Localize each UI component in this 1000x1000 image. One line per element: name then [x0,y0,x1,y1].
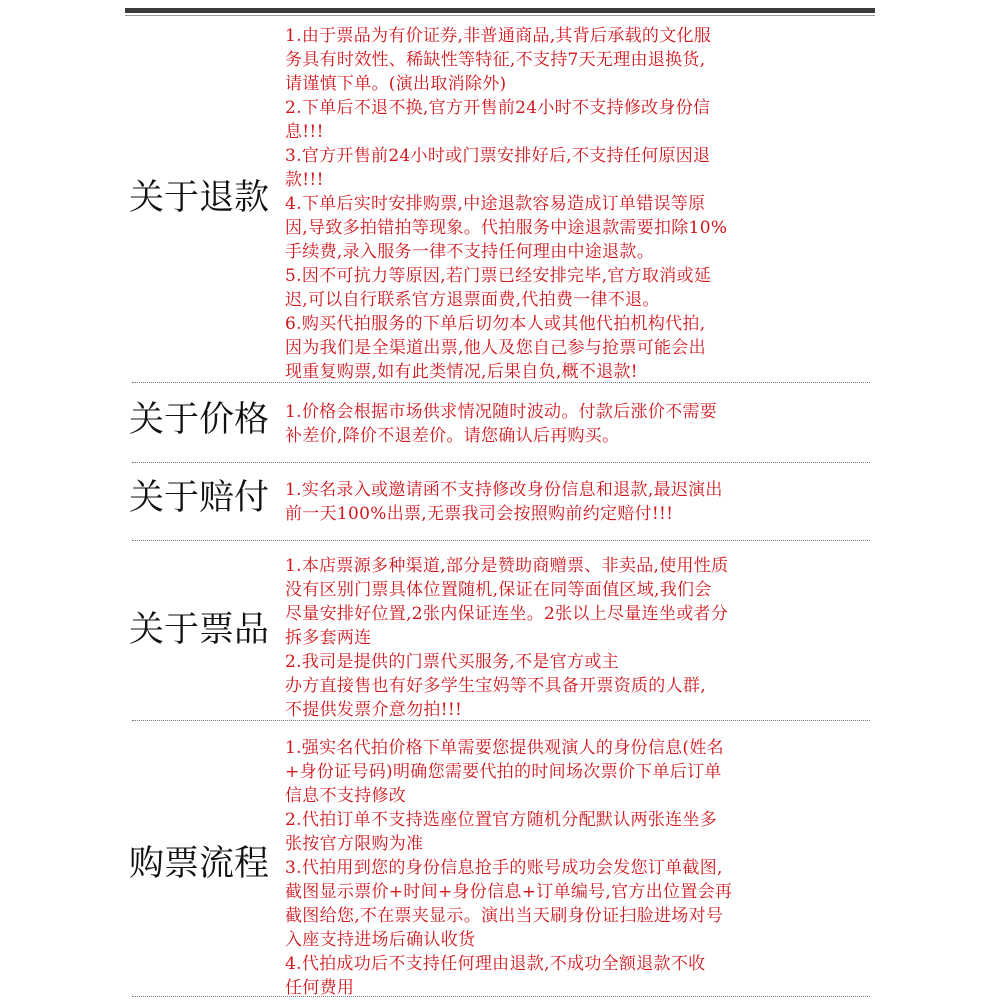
section-title: 购票流程 [129,844,270,884]
text-line: 拆多套两连 [285,628,372,648]
section-divider [132,382,870,383]
text-line: 1.本店票源多种渠道,部分是赞助商赠票、非卖品,使用性质 [285,556,729,576]
section-divider [132,462,870,463]
section-title: 关于价格 [129,400,270,440]
text-line: 因,导致多拍错拍等现象。代拍服务中途退款需要扣除10% [285,218,728,238]
text-line: 3.代拍用到您的身份信息抢手的账号成功会发您订单截图, [285,858,723,878]
section-divider [132,996,870,997]
text-line: 务具有时效性、稀缺性等特征,不支持7天无理由退换货, [285,50,706,70]
text-line: 因为我们是全渠道出票,他人及您自己参与抢票可能会出 [285,338,706,358]
text-line: 张按官方限购为准 [285,834,424,854]
text-line: 任何费用 [285,978,355,998]
text-line: 2.下单后不退不换,官方开售前24小时不支持修改身份信 [285,98,711,118]
text-line: 补差价,降价不退差价。请您确认后再购买。 [285,426,620,446]
text-line: 请谨慎下单。(演出取消除外) [285,74,507,94]
text-line: 5.因不可抗力等原因,若门票已经安排完毕,官方取消或延 [285,266,712,286]
text-line: 1.强实名代拍价格下单需要您提供观演人的身份信息(姓名 [285,738,724,758]
text-line: 6.购买代拍服务的下单后切勿本人或其他代拍机构代拍, [285,314,706,334]
text-line: 2.我司是提供的门票代买服务,不是官方或主 [285,652,619,672]
text-line: 4.下单后实时安排购票,中途退款容易造成订单错误等原 [285,194,706,214]
text-line: 迟,可以自行联系官方退票面费,代拍费一律不退。 [285,290,660,310]
section-title: 关于赔付 [129,478,270,518]
text-line: 前一天100%出票,无票我司会按照购前约定赔付!!! [285,504,674,524]
section-title: 关于票品 [129,610,270,650]
text-line: 截图显示票价+时间+身份信息+订单编号,官方出位置会再 [285,882,733,902]
text-line: 截图给您,不在票夹显示。演出当天刷身份证扫脸进场对号 [285,906,724,926]
text-line: 手续费,录入服务一律不支持任何理由中途退款。 [285,242,655,262]
text-line: 不提供发票介意勿拍!!! [285,700,463,720]
text-line: 办方直接售也有好多学生宝妈等不具备开票资质的人群, [285,676,706,696]
text-line: 入座支持进场后确认收货 [285,930,476,950]
section-body [285,478,875,526]
text-line: 现重复购票,如有此类情况,后果自负,概不退款! [285,362,638,382]
text-line: 款!!! [285,170,324,190]
section-body [285,400,875,448]
text-line: 没有区别门票具体位置随机,保证在同等面值区域,我们会 [285,580,712,600]
section-body [285,554,875,722]
section-divider [132,720,870,721]
text-line: 1.由于票品为有价证券,非普通商品,其背后承载的文化服 [285,26,712,46]
text-line: 1.实名录入或邀请函不支持修改身份信息和退款,最迟演出 [285,480,723,500]
text-line: 2.代拍订单不支持选座位置官方随机分配默认两张连坐多 [285,810,718,830]
section-body [285,736,875,1000]
section-divider [132,540,870,541]
text-line: 4.代拍成功后不支持任何理由退款,不成功全额退款不收 [285,954,706,974]
text-line: 1.价格会根据市场供求情况随时波动。付款后涨价不需要 [285,402,718,422]
text-line: 3.官方开售前24小时或门票安排好后,不支持任何原因退 [285,146,711,166]
top-border [125,8,875,13]
text-line: 信息不支持修改 [285,786,407,806]
text-line: 息!!! [285,122,324,142]
text-line: +身份证号码)明确您需要代拍的时间场次票价下单后订单 [285,762,722,782]
section-body [285,24,875,384]
section-title: 关于退款 [129,178,270,218]
text-line: 尽量安排好位置,2张内保证连坐。2张以上尽量连坐或者分 [285,604,729,624]
